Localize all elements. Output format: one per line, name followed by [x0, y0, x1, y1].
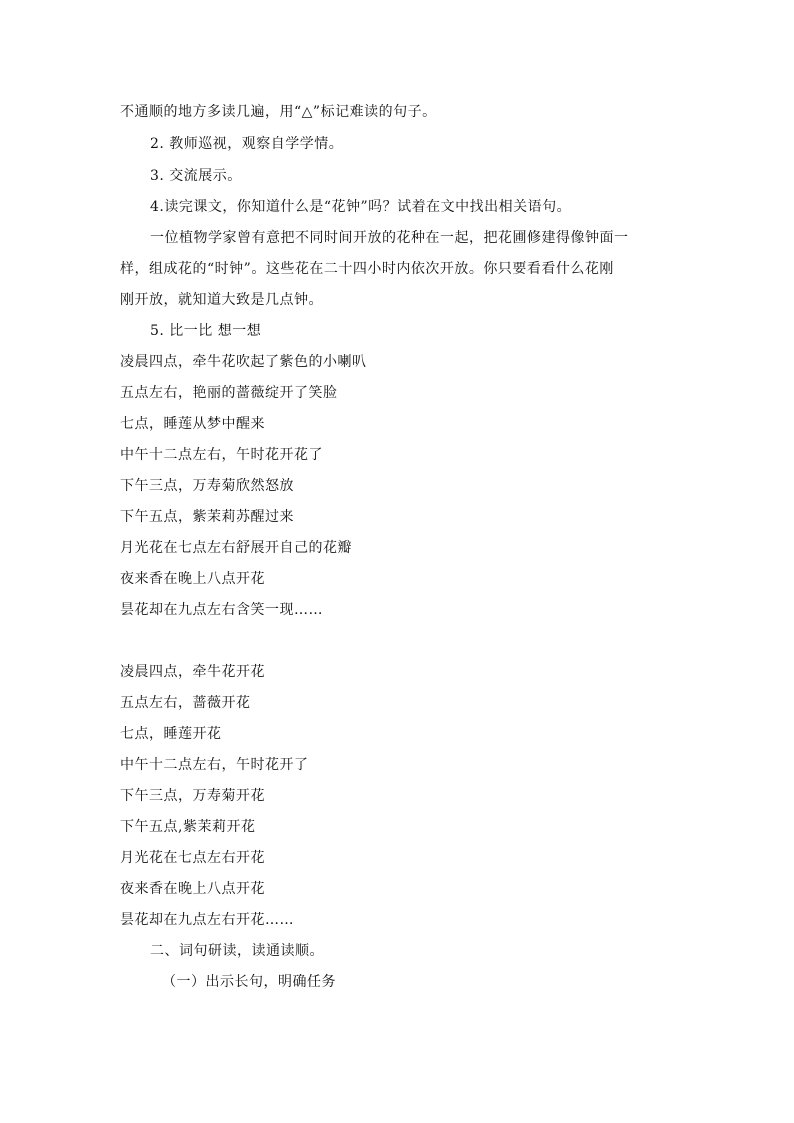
paragraph-line: 一位植物学家曾有意把不同时间开放的花种在一起，把花圃修建得像钟面一 [150, 230, 629, 246]
poem-a-line: 昙花却在九点左右含笑一现…… [120, 602, 323, 618]
poem-b-line: 昙花却在九点左右开花…… [120, 912, 294, 928]
poem-a-line: 月光花在七点左右舒展开自己的花瓣 [120, 540, 352, 556]
poem-a-line: 凌晨四点，牵牛花吹起了紫色的小喇叭 [120, 354, 367, 370]
poem-b-line: 七点，睡莲开花 [120, 726, 222, 742]
list-item: 4.读完课文，你知道什么是“花钟”吗？试着在文中找出相关语句。 [150, 199, 572, 215]
text-line: 不通顺的地方多读几遍，用“△”标记难读的句子。 [120, 104, 437, 120]
list-item: 5. 比一比 想一想 [150, 323, 262, 339]
poem-a-line: 中午十二点左右，午时花开花了 [120, 447, 323, 463]
subsection-heading: （一）出示长句，明确任务 [162, 974, 336, 990]
poem-b-line: 夜来香在晚上八点开花 [120, 881, 265, 897]
poem-a-line: 下午五点，紫茉莉苏醒过来 [120, 509, 294, 525]
poem-b-line: 下午三点，万寿菊开花 [120, 788, 265, 804]
poem-b-line: 凌晨四点，牵牛花开花 [120, 664, 265, 680]
poem-a-line: 五点左右，艳丽的蔷薇绽开了笑脸 [120, 385, 338, 401]
list-item: 3. 交流展示。 [150, 168, 242, 184]
paragraph-line: 样，组成花的“时钟”。这些花在二十四小时内依次开放。你只要看看什么花刚 [120, 261, 614, 277]
poem-a-line: 下午三点，万寿菊欣然怒放 [120, 478, 294, 494]
paragraph-line: 刚开放，就知道大致是几点钟。 [120, 292, 323, 308]
poem-b-line: 中午十二点左右，午时花开了 [120, 757, 309, 773]
poem-a-line: 七点，睡莲从梦中醒来 [120, 416, 265, 432]
list-item: 2. 教师巡视，观察自学学情。 [150, 136, 344, 152]
section-heading: 二、词句研读，读通读顺。 [150, 943, 324, 959]
poem-b-line: 下午五点,紫茉莉开花 [120, 819, 256, 835]
poem-a-line: 夜来香在晚上八点开花 [120, 571, 265, 587]
poem-b-line: 五点左右，蔷薇开花 [120, 695, 251, 711]
poem-b-line: 月光花在七点左右开花 [120, 850, 265, 866]
